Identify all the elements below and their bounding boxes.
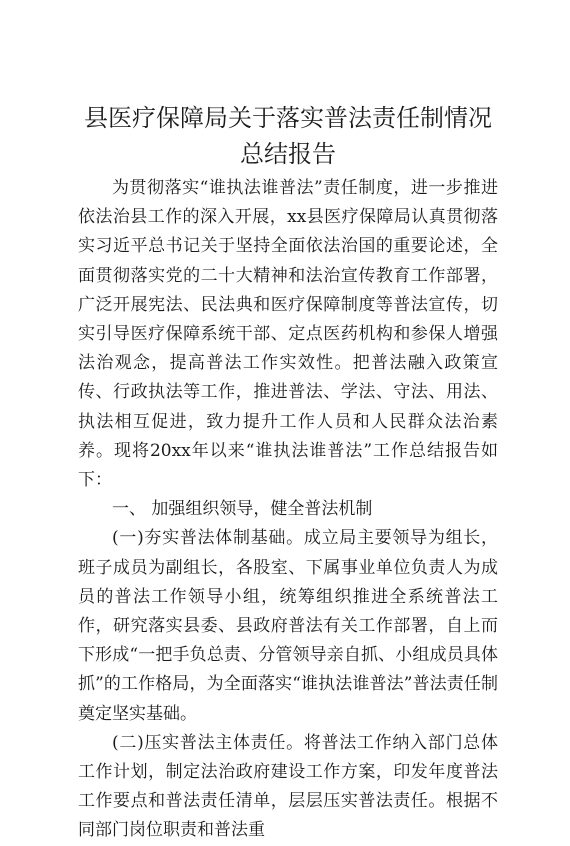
- subsection-heading-2: (二)压实普法主体责任。: [112, 732, 304, 753]
- document-title: 县医疗保障局关于落实普法责任制情况总结报告: [84, 104, 492, 168]
- subsection-text-1: 成立局主要领导为组长，班子成员为副组长，各股室、下属事业单位负责人为成员的普法工作领导小组，统筹组织推进全系统普法工作，研究落实县委、县政府普法有关工作部署，自上而下形成“一把手负总责、分管领导亲自抓、小组成员具体抓”的工作格局，为全面落实“谁执法谁普法”普法责任制奠定坚实基础。: [78, 528, 499, 724]
- subsection-heading-1: (一)夯实普法体制基础。: [112, 528, 304, 549]
- subsection-paragraph-1: [78, 524, 498, 728]
- intro-paragraph: 为贯彻落实“谁执法谁普法”责任制度，进一步推进依法治县工作的深入开展，xx县医疗保障局认真贯彻落实习近平总书记关于坚持全面依法治国的重要论述，全面贯彻落实党的二十大精神和法治宣传教育工作部署，广泛开展宪法、民法典和医疗保障制度等普法宣传，切实引导医疗保障系统干部、定点医药机构和参保人增强法治观念，提高普法工作实效性。把普法融入政策宣传、行政执法等工作，推进普法、学法、守法、用法、执法相互促进，致力提升工作人员和人民群众法治素养。现将20xx年以来“谁执法谁普法”工作总结报告如下：: [78, 178, 498, 491]
- document-body: [78, 174, 498, 846]
- subsection-paragraph-2: [78, 729, 498, 846]
- section-heading-1: 一、 加强组织领导，健全普法机制: [112, 499, 373, 520]
- subsection-text-2: 将普法工作纳入部门总体工作计划，制定法治政府建设工作方案，印发年度普法工作要点和普法责任清单，层层压实普法责任。根据不同部门岗位职责和普法重: [78, 732, 499, 841]
